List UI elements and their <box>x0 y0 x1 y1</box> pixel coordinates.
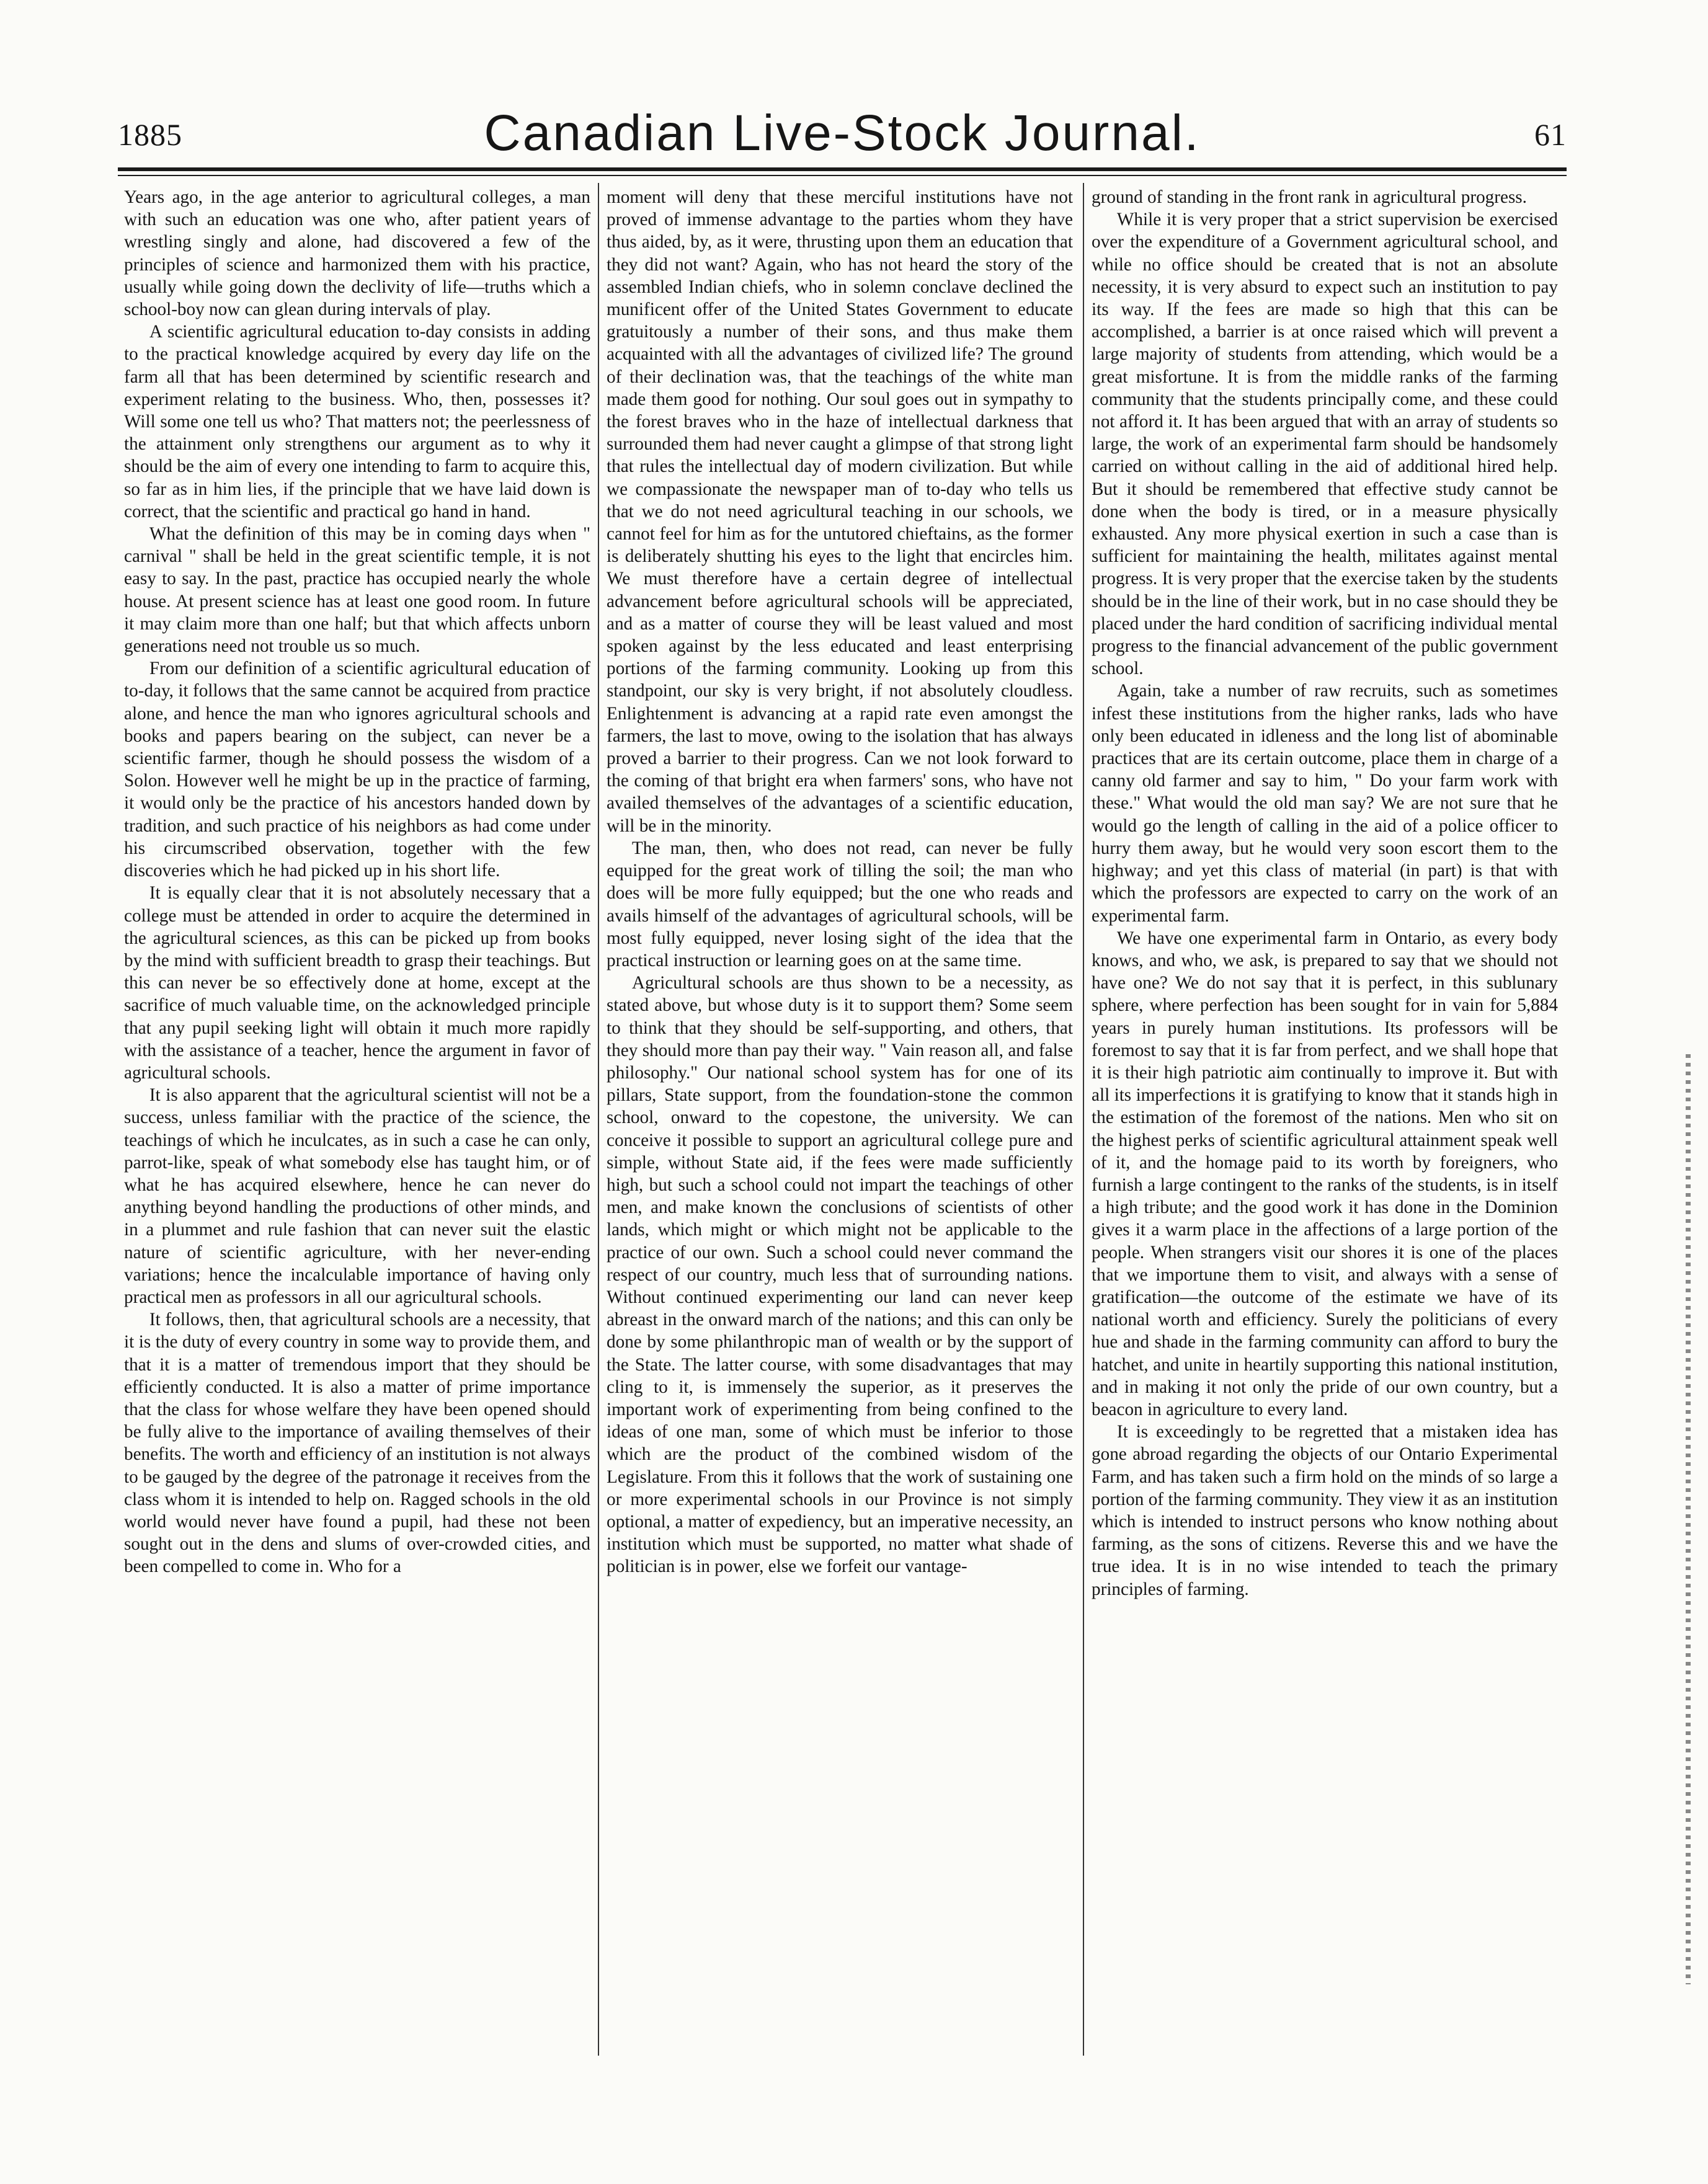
paragraph: moment will deny that these merciful institutions have not proved of immense advantage to the parties whom they have thus aided, by, as it were, thrusting upon them an education that they did not want? Again, who has not heard the story of the assembled Indian chiefs, who in solemn conclave declined the munificent offer of the United States Government to educate gratuitously a number of their sons, and thus make them acquainted with all the advantages of civilized life? The ground of their declination was, that the teachings of the white man made them good for nothing. Our soul goes out in sympathy to the forest braves who in the haze of intellectual darkness that surrounded them had never caught a glimpse of that strong light that rules the intellectual day of modern civilization. But while we compassionate the newspaper man of to-day who tells us that we do not need agricultural teaching in our schools, we cannot feel for him as for the untutored chieftains, as the former is deliberately shutting his eyes to the light that encircles him. We must therefore have a certain degree of intellectual advancement before agricultural schools will be appreciated, and as a matter of course they will be least valued and most spoken against by the less educated and least enterprising portions of the farming community. Looking up from this standpoint, our sky is very bright, if not absolutely cloudless. Enlightenment is advancing at a rapid rate even amongst the farmers, the last to move, owing to the isolation that has always proved a barrier to their progress. Can we not look forward to the coming of that bright era when farmers' sons, who have not availed themselves of the advantages of a scientific education, will be in the minority. <box>607 187 1073 836</box>
paragraph: It is equally clear that it is not absolutely necessary that a college must be attended in order to acquire the determined in the agricultural sciences, as this can be picked up from books by the mind with sufficient breadth to grasp their teachings. But this can never be so effectively done at home, except at the sacrifice of much valuable time, on the acknowledged principle that any pupil seeking light will obtain it much more rapidly with the assistance of a teacher, hence the argument in favor of agricultural schools. <box>124 883 590 1083</box>
scan-edge-artifact <box>1686 1054 1691 1984</box>
paragraph: Again, take a number of raw recruits, such as sometimes infest these institutions from the higher ranks, lads who have only been educated in idleness and the long list of abominable practices that are its certain outcome, place them in charge of a canny old farmer and say to him, " Do your farm work with these." What would the old man say? We are not sure that he would go the length of calling in the aid of a police officer to hurry them away, but he would very soon escort them to the highway; and yet this class of material (in part) is that with which the professors are expected to carry on the work of an experimental farm. <box>1092 681 1558 926</box>
paragraph: What the definition of this may be in coming days when " carnival " shall be held in the great scientific temple, it is not easy to say. In the past, practice has occupied nearly the whole house. At present science has at least one good room. In future it may claim more than one half; but that which affects unborn generations need not trouble us so much. <box>124 524 590 657</box>
column-divider <box>1083 183 1084 2056</box>
page-number: 61 <box>1534 117 1567 152</box>
paragraph: A scientific agricultural education to-day consists in adding to the practical knowledge acquired by every day life on the farm all that has been determined by scientific research and experiment relating to the business. Who, then, possesses it? Will some one tell us who? That matters not; the peerlessness of the attainment only strengthens our argument as to why it should be the aim of every one intending to farm to acquire this, so far as in him lies, if the principle that we have laid down is correct, that the scientific and practical go hand in hand. <box>124 322 590 522</box>
publication-year: 1885 <box>118 117 182 152</box>
paragraph: It follows, then, that agricultural schools are a necessity, that it is the duty of every country in some way to provide them, and that it is a matter of tremendous import that they should be efficiently conducted. It is also a matter of prime importance that the class for whose welfare they have been opened should be fully alive to the importance of availing themselves of their benefits. The worth and efficiency of an institution is not always to be gauged by the degree of the patronage it receives from the class whom it is intended to help on. Ragged schools in the old world would never have found a pupil, had these not been sought out in the dens and slums of over-crowded cities, and been compelled to come in. Who for a <box>124 1310 590 1577</box>
page-header <box>118 104 1567 164</box>
header-rule <box>118 167 1567 171</box>
paragraph: The man, then, who does not read, can never be fully equipped for the great work of tilling the soil; the man who does will be more fully equipped; but the one who reads and avails himself of the advantages of agricultural schools, will be most fully equipped, never losing sight of the idea that the practical instruction or learning goes on at the same time. <box>607 838 1073 970</box>
paragraph: Agricultural schools are thus shown to be a necessity, as stated above, but whose duty is it to support them? Some seem to think that they should be self-supporting, and others, that they should more than pay their way. " Vain reason all, and false philosophy." Our national school system has for one of its pillars, State support, from the foundation-stone the common school, onward to the copestone, the university. We can conceive it possible to support an agricultural college pure and simple, without State aid, if the fees were made sufficiently high, but such a school could not impart the teachings of other men, and make known the conclusions of scientists of other lands, which might or which might not be applicable to the practice of our own. Such a school could never command the respect of our country, much less that of surrounding nations. Without continued experimenting our land can never keep abreast in the onward march of the nations; and this can only be done by some philanthropic man of wealth or by the support of the State. The latter course, with some disadvantages that may cling to it, is immensely the superior, as it preserves the important work of experimenting from being confined to the ideas of one man, some of which must be inferior to those which are the product of the combined wisdom of the Legislature. From this it follows that the work of sustaining one or more experimental schools in our Province is not simply optional, a matter of expediency, but an imperative necessity, an institution which must be supported, no matter what shade of politician is in power, else we forfeit our vantage- <box>607 973 1073 1577</box>
paragraph: ground of standing in the front rank in agricultural progress. <box>1092 187 1527 207</box>
header-rule-thin <box>118 175 1567 176</box>
column-divider <box>598 183 599 2056</box>
article-column-1 <box>124 186 590 2056</box>
paragraph: We have one experimental farm in Ontario, as every body knows, and who, we ask, is prepared to say that we should not have one? We do not say that it is perfect, in this sublunary sphere, where perfection has been sought for in vain for 5,884 years in purely human institutions. Its professors will be foremost to say that it is far from perfect, and we shall hope that it is their high patriotic aim continually to improve it. But with all its imperfections it is gratifying to know that it stands high in the estimation of the foremost of the nations. Men who sit on the highest perks of scientific agricultural attainment speak well of it, and the homage paid to its worth by foreigners, who furnish a large contingent to the ranks of the students, is in itself a high tribute; and the good work it has done in the Dominion gives it a warm place in the affections of a large portion of the people. When strangers visit our shores it is one of the places that we importune them to visit, and always with a sense of gratification—the outcome of the estimate we have of its national worth and efficiency. Surely the politicians of every hue and shade in the farming community can afford to bury the hatchet, and unite in heartily supporting this national institution, and in making it not only the pride of our own country, but a beacon in agriculture to every land. <box>1092 928 1558 1419</box>
paragraph: It is also apparent that the agricultural scientist will not be a success, unless familiar with the practice of the science, the teachings of which he inculcates, as in such a case he can only, parrot-like, speak of what somebody else has taught him, or of what he has acquired elsewhere, hence he can never do anything beyond handling the productions of other minds, and in a plummet and rule fashion that can never suit the elastic nature of scientific agriculture, with her never-ending variations; hence the incalculable importance of having only practical men as professors in all our agricultural schools. <box>124 1085 590 1307</box>
paragraph: While it is very proper that a strict supervision be exercised over the expenditure of a Government agricultural school, and while no office should be created that is not an absolute necessity, it is very absurd to expect such an institution to pay its way. If the fees are made so high that this can be accomplished, a barrier is at once raised which will prevent a large majority of students from attending, which would be a great misfortune. It is from the middle ranks of the farming community that the students principally come, and these could not afford it. It has been argued that with an array of students so large, the work of an experimental farm should be handsomely carried on without calling in the aid of additional hired help. But it should be remembered that effective study cannot be done when the body is tired, or in a measure physically exhausted. Any more physical exertion in such a case than is sufficient for maintaining the health, militates against mental progress. It is very proper that the exercise taken by the students should be in the line of their work, but in no case should they be placed under the hard condition of sacrificing individual mental progress to the financial advancement of the public government school. <box>1092 210 1558 679</box>
paragraph: From our definition of a scientific agricultural education of to-day, it follows that the same cannot be acquired from practice alone, and hence the man who ignores agricultural schools and books and papers bearing on the subject, can never be a scientific farmer, though he should possess the wisdom of a Solon. However well he might be up in the practice of farming, it would only be the practice of his ancestors handed down by tradition, and such practice of his neighbors as had come under his circumscribed observation, together with the few discoveries which he had picked up in his short life. <box>124 659 590 881</box>
journal-title: Canadian Live-Stock Journal. <box>484 105 1201 161</box>
paragraph: Years ago, in the age anterior to agricultural colleges, a man with such an education was one who, after patient years of wrestling singly and alone, had discovered a few of the principles of science and harmonized them with his practice, usually while going down the declivity of life—truths which a school-boy now can glean during intervals of play. <box>124 187 590 320</box>
paragraph: It is exceedingly to be regretted that a mistaken idea has gone abroad regarding the objects of our Ontario Experimental Farm, and has taken such a firm hold on the minds of so large a portion of the farming community. They view it as an institution which is intended to instruct persons who know nothing about farming, as the sons of citizens. Reverse this and we have the true idea. It is in no wise intended to teach the primary principles of farming. <box>1092 1422 1558 1599</box>
article-column-3 <box>1092 186 1558 2056</box>
article-column-2 <box>607 186 1073 2056</box>
